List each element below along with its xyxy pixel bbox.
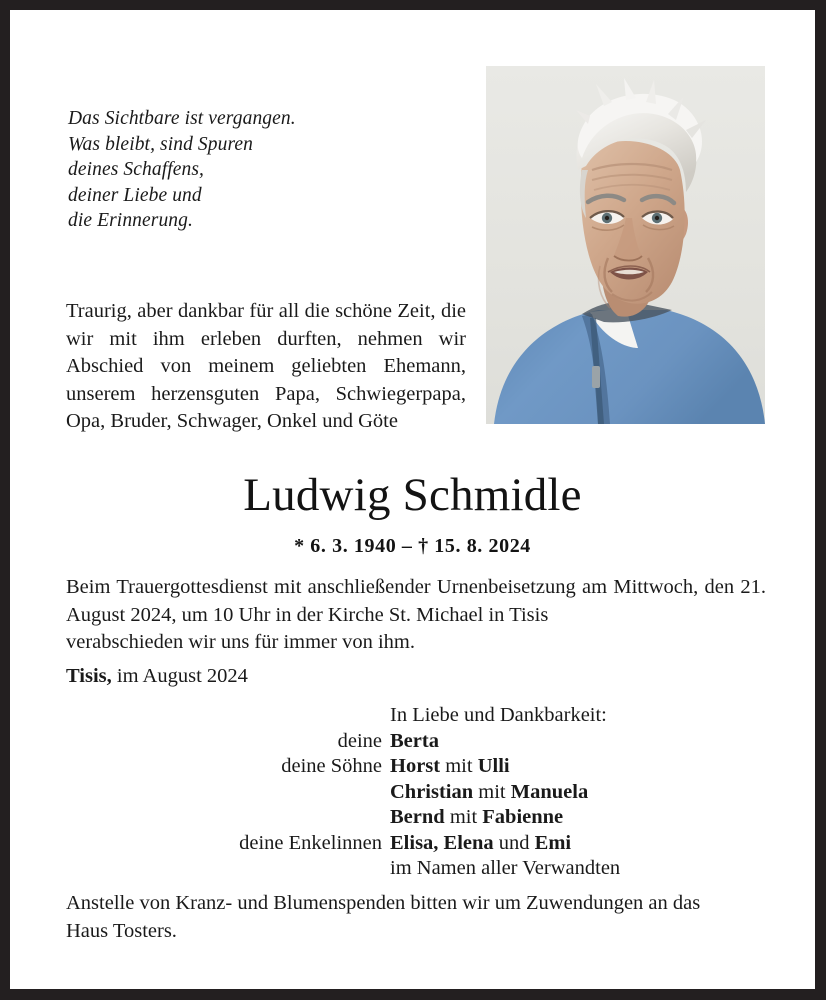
family-member-names: Elisa, Elena und Emi [390, 831, 572, 854]
family-heading-row [66, 703, 766, 729]
donation-paragraph [66, 890, 766, 945]
family-member-names: Berta [390, 729, 439, 752]
verse-line: deiner Liebe und [68, 184, 202, 206]
portrait-illustration [486, 66, 765, 424]
notice-month: im August 2024 [111, 665, 248, 687]
portrait-photo [486, 66, 765, 424]
family-relation-label: deine [337, 729, 382, 752]
family-heading: In Liebe und Dankbarkeit: [390, 704, 607, 726]
verse-line: Das Sichtbare ist vergangen. [68, 108, 296, 129]
family-row [66, 856, 766, 882]
family-row [66, 831, 766, 857]
family-closing-note: im Namen aller Verwandten [390, 857, 621, 879]
verse-line: die Erinnerung. [68, 210, 193, 231]
family-relation-label: deine Enkelinnen [239, 831, 382, 854]
deceased-dates: * 6. 3. 1940 – † 15. 8. 2024 [294, 535, 531, 557]
donation-text-main: Anstelle von Kranz- und Blumenspenden bitten wir um Zuwendungen an das [66, 892, 701, 914]
family-member-names: Christian mit Manuela [390, 780, 589, 803]
deceased-name: Ludwig Schmidle [243, 469, 582, 521]
intro-paragraph: Traurig, aber dankbar für all die schöne Zeit, die wir mit ihm erleben durften, nehmen wir Abschied von meinem geliebten Ehemann, unserem herzensguten Papa, Schwiegerpapa, Opa, Bruder, Schwager, Onkel und Göte [66, 300, 466, 432]
family-member-names: Bernd mit Fabienne [390, 806, 564, 828]
family-row [66, 780, 766, 806]
family-relation-label: deine Söhne [281, 755, 382, 777]
family-row [66, 805, 766, 831]
family-member-names: Horst mit Ulli [390, 755, 510, 777]
memorial-verse [68, 106, 398, 234]
service-text-last-line: verabschieden wir uns für immer von ihm. [66, 631, 415, 653]
family-row [66, 729, 766, 755]
place-and-date [66, 663, 248, 691]
service-text-main: Beim Trauergottesdienst mit anschließender Urnenbeisetzung am Mittwoch, den 21. August 2024, um 10 Uhr in der Kirche St. Michael in Tisis [66, 576, 766, 626]
verse-line: deines Schaffens, [68, 159, 205, 180]
obituary-page [10, 10, 815, 989]
donation-text-last-line: Haus Tosters. [66, 919, 177, 942]
service-paragraph [66, 574, 766, 657]
place-name: Tisis, [66, 665, 112, 687]
family-row [66, 754, 766, 780]
family-survivors-block [66, 703, 766, 882]
verse-line: Was bleibt, sind Spuren [68, 133, 254, 155]
